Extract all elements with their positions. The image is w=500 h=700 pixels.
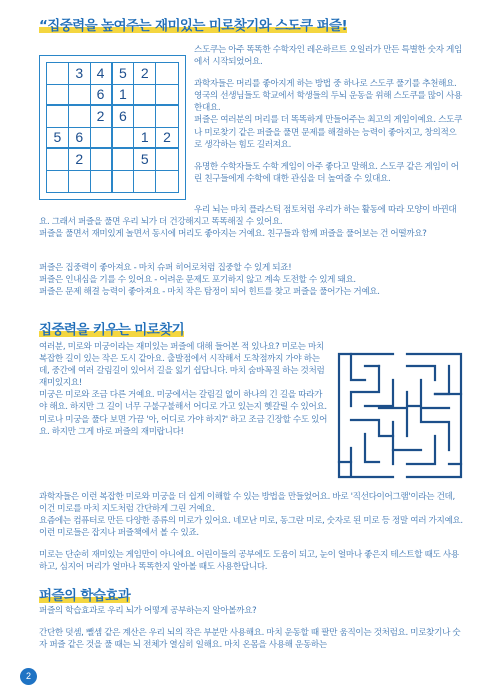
paragraph: 미궁은 미로와 조금 다른 거예요. 미궁에서는 갈림길 없이 하나의 긴 길을 따라가야 해요. 하지만 그 길이 너무 구불구불해서 어디로 가고 있는지 헷갈릴 수 있어요. [39, 390, 327, 413]
sudoku-cell[interactable] [69, 106, 91, 128]
sudoku-cell[interactable] [134, 106, 156, 128]
section2-left-text [39, 341, 329, 438]
sudoku-cell[interactable] [113, 149, 135, 171]
sudoku-cell[interactable]: 5 [134, 149, 156, 171]
paragraph: 퍼즐은 여러분의 머리를 더 똑똑하게 만들어주는 최고의 게임이예요. 스도쿠나 미로찾기 같은 퍼즐을 풀면 문제를 해결하는 능력이 좋아지고, 창의적으로 생각하는 힘도 길러져요. [194, 115, 462, 150]
sudoku-cell[interactable] [69, 85, 91, 107]
sudoku-cell[interactable]: 5 [47, 128, 69, 150]
sudoku-cell[interactable]: 2 [69, 149, 91, 171]
sudoku-cell[interactable]: 6 [69, 128, 91, 150]
paragraph: 우리 뇌는 마치 플라스틱 점토처럼 우리가 하는 활동에 따라 모양이 바뀐대요. 그래서 퍼즐을 풀면 우리 뇌가 더 건강해지고 똑똑해질 수 있어요. [39, 205, 457, 228]
list-item: 퍼즐은 인내심을 기를 수 있어요 - 어려운 문제도 포기하지 않고 계속 도전할 수 있게 돼요. [39, 275, 356, 286]
section2-title: 집중력을 키우는 미로찾기 [39, 318, 184, 338]
list-item: 퍼즐은 문제 해결 능력이 좋아져요 - 마치 작은 탐정이 되어 힌트를 찾고 퍼즐을 풀어가는 거예요. [39, 287, 380, 298]
sudoku-cell[interactable] [156, 171, 178, 193]
paragraph: 과학자들은 이런 복잡한 미로와 미궁을 더 쉽게 이해할 수 있는 방법을 만들었어요. 바로 '직선다이어그램'이라는 건데, 이건 미로를 마치 지도처럼 간단하게 그린 거예요. [39, 492, 455, 515]
sudoku-cell[interactable]: 5 [113, 63, 135, 85]
sudoku-board [39, 55, 186, 200]
sudoku-cell[interactable]: 1 [113, 85, 135, 107]
section1-right-text [194, 44, 464, 185]
sudoku-cell[interactable] [113, 128, 135, 150]
sudoku-cell[interactable] [156, 149, 178, 171]
maze-image [337, 352, 463, 479]
paragraph: 퍼즐의 학습효과로 우리 뇌가 어떻게 공부하는지 알아볼까요? [39, 606, 257, 616]
sudoku-cell[interactable] [47, 171, 69, 193]
section1-title: “집중력을 높여주는 재미있는 미로찾기와 스도쿠 퍼즐! [39, 14, 347, 34]
section3-title: 퍼즐의 학습효과 [39, 584, 130, 604]
sudoku-cell[interactable] [91, 171, 113, 193]
sudoku-grid [46, 62, 179, 193]
sudoku-cell[interactable]: 4 [91, 63, 113, 85]
sudoku-cell[interactable] [91, 128, 113, 150]
paragraph: 유명한 수학자들도 수학 게임이 아주 좋다고 말해요. 스도쿠 같은 게임이 어린 친구들에게 수학에 대한 관심을 더 높여줄 수 있대요. [194, 161, 459, 184]
sudoku-cell[interactable] [156, 63, 178, 85]
page-number: 2 [20, 668, 37, 685]
sudoku-cell[interactable] [113, 171, 135, 193]
sudoku-cell[interactable] [47, 149, 69, 171]
sudoku-cell[interactable] [134, 85, 156, 107]
sudoku-cell[interactable] [91, 149, 113, 171]
paragraph: 요즘에는 컴퓨터로 만든 다양한 종류의 미로가 있어요. 네모난 미로, 동그란 미로, 숫자로 된 미로 등 정말 여러 가지예요. 이런 미로들은 잡지나 퍼즐책에서 볼 수 있죠. [39, 516, 463, 539]
section1-bullets [39, 262, 464, 298]
paragraph: 여러분, 미로와 미궁이라는 재미있는 퍼즐에 대해 들어본 적 있나요? 미로는 마치 복잡한 길이 있는 작은 도시 같아요. 출발점에서 시작해서 도착점까지 가야 하는데, 중간에 여러 갈림길이 있어서 길을 잃기 쉽답니다. 마치 숨바꼭질 하는 것처럼 재미있지요! [39, 342, 325, 389]
sudoku-cell[interactable]: 6 [91, 85, 113, 107]
sudoku-cell[interactable] [69, 171, 91, 193]
section2-full-text [39, 491, 464, 574]
sudoku-cell[interactable] [47, 85, 69, 107]
paragraph: 미로는 단순히 재미있는 게임만이 아니에요. 어린이들의 공부에도 도움이 되고, 눈이 얼마나 좋은지 테스트할 때도 사용하고, 심지어 머리가 얼마나 똑똑한지 알아볼 때도 사용한답니다. [39, 550, 459, 573]
sudoku-cell[interactable]: 2 [134, 63, 156, 85]
sudoku-cell[interactable]: 2 [156, 128, 178, 150]
section3-text [39, 605, 464, 651]
list-item: 퍼즐은 집중력이 좋아져요 - 마치 슈퍼 히어로처럼 집중할 수 있게 되죠! [39, 263, 292, 273]
paragraph: 미로나 미궁을 풀다 보면 가끔 '아, 어디로 가야 하지?' 하고 조금 긴장할 수도 있어요. 하지만 그게 바로 퍼즐의 재미랍니다! [39, 414, 328, 437]
sudoku-cell[interactable] [47, 63, 69, 85]
sudoku-cell[interactable] [134, 171, 156, 193]
sudoku-cell[interactable]: 1 [134, 128, 156, 150]
sudoku-cell[interactable] [156, 106, 178, 128]
sudoku-cell[interactable]: 6 [113, 106, 135, 128]
sudoku-cell[interactable] [156, 85, 178, 107]
sudoku-cell[interactable] [47, 106, 69, 128]
paragraph: 간단한 덧셈, 뺄셈 같은 계산은 우리 뇌의 작은 부분만 사용해요. 마치 운동할 때 팔만 움직이는 것처럼요. 미로찾기나 숫자 퍼즐 같은 것을 풀 때는 뇌 전체가 열심히 일해요. 마치 온몸을 사용해 운동하는 [39, 628, 461, 651]
sudoku-cell[interactable]: 3 [69, 63, 91, 85]
section1-full-text [39, 204, 464, 240]
paragraph: 퍼즐을 풀면서 재미있게 놀면서 동시에 머리도 좋아지는 거예요. 친구들과 함께 퍼즐을 풀어보는 건 어떨까요? [39, 229, 427, 240]
paragraph: 과학자들은 머리를 좋아지게 하는 방법 중 하나로 스도쿠 풀기를 추천해요. 영국의 선생님들도 학교에서 학생들의 두뇌 운동을 위해 스도쿠를 많이 사용한대요. [194, 79, 462, 114]
paragraph: 스도쿠는 아주 똑똑한 수학자인 레온하르트 오일러가 만든 특별한 숫자 게임에서 시작되었어요. [194, 45, 462, 68]
sudoku-cell[interactable]: 2 [91, 106, 113, 128]
